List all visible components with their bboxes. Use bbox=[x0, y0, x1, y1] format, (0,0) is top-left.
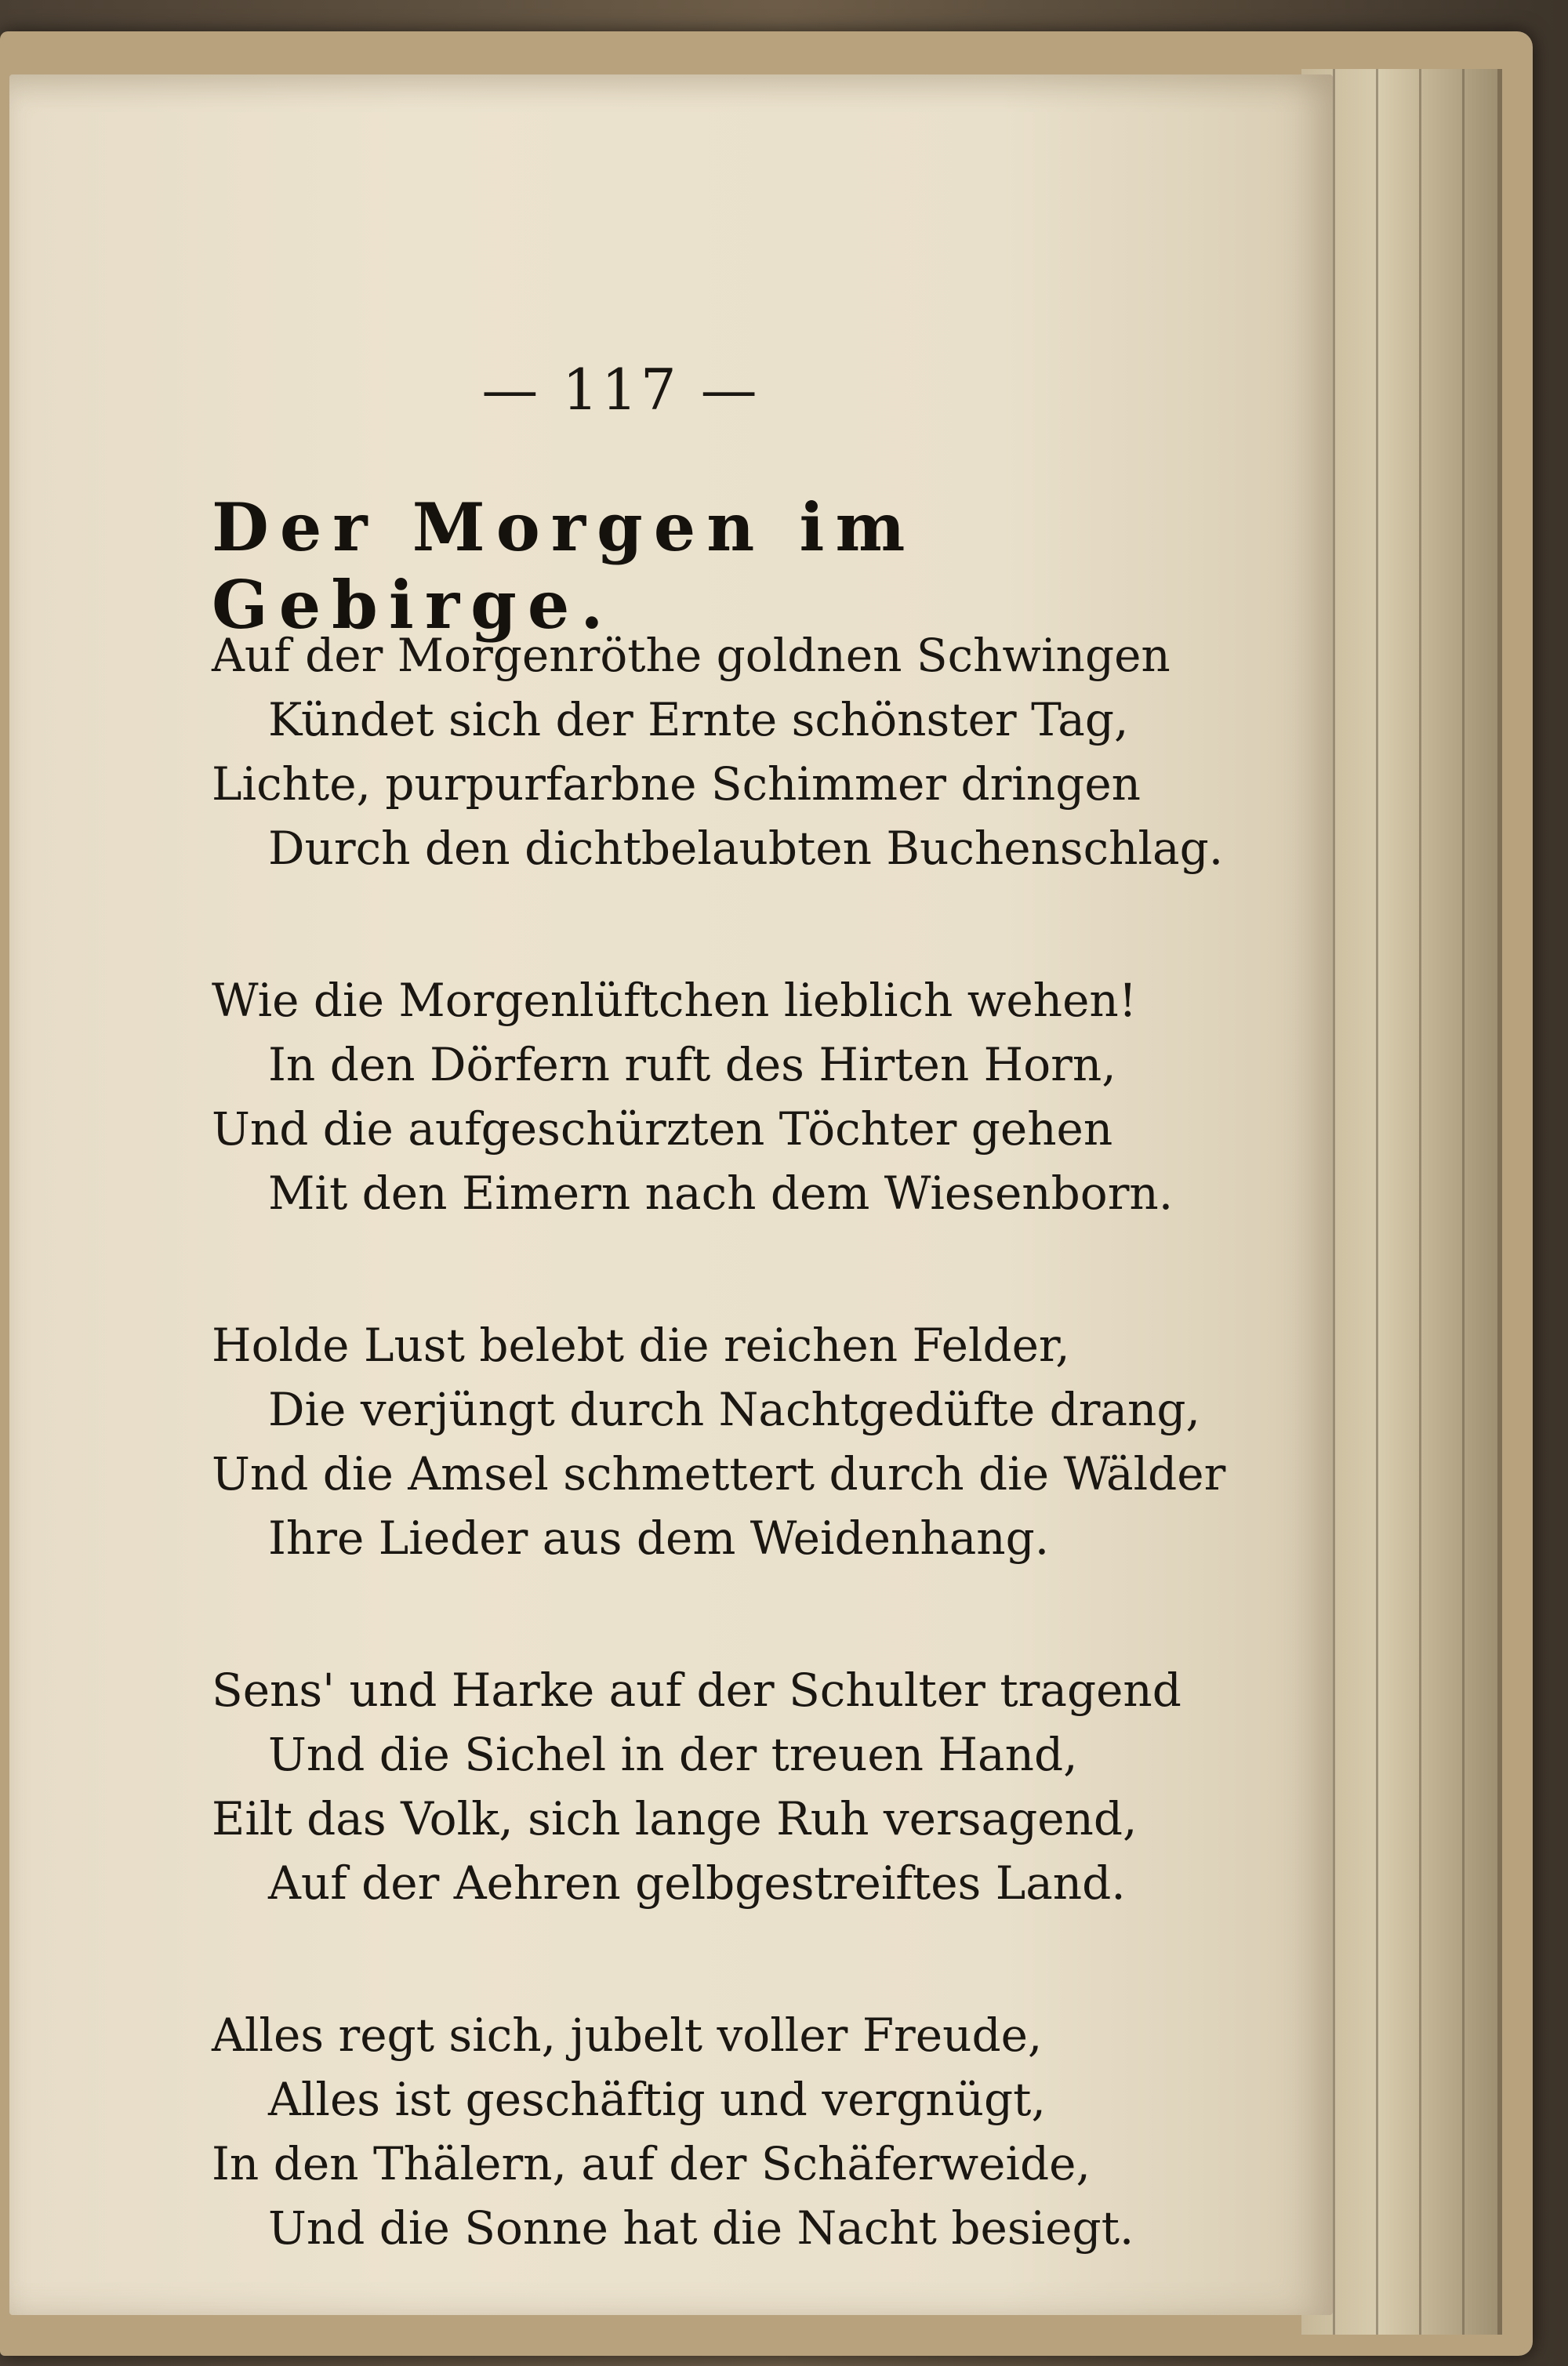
verse-line: Sens' und Harke auf der Schulter tragend bbox=[212, 1664, 1181, 1717]
stanza-2 bbox=[212, 968, 1200, 1225]
page-edge-line bbox=[1419, 69, 1421, 2335]
stanza-1 bbox=[212, 623, 1224, 880]
verse-line: Lichte, purpurfarbne Schimmer dringen bbox=[212, 757, 1142, 811]
verse-line: Kündet sich der Ernte schönster Tag, bbox=[268, 693, 1129, 746]
verse-line: Ihre Lieder aus dem Weidenhang. bbox=[268, 1511, 1050, 1565]
poem-body bbox=[212, 623, 1226, 2348]
verse-line: Auf der Aehren gelbgestreiftes Land. bbox=[268, 1856, 1126, 1910]
stanza-5 bbox=[212, 2003, 1200, 2260]
verse-line: Und die Amsel schmettert durch die Wälder bbox=[212, 1447, 1226, 1501]
verse-line: Durch den dichtbelaubten Buchenschlag. bbox=[268, 822, 1224, 875]
book-page bbox=[9, 74, 1333, 2315]
verse-line: Eilt das Volk, sich lange Ruh versagend, bbox=[212, 1792, 1138, 1845]
verse-line: In den Thälern, auf der Schäferweide, bbox=[212, 2137, 1091, 2190]
verse-line: Holde Lust belebt die reichen Felder, bbox=[212, 1319, 1070, 1372]
page-number: — 117 — bbox=[481, 357, 760, 423]
verse-line: Und die Sichel in der treuen Hand, bbox=[268, 1728, 1078, 1781]
verse-line: Wie die Morgenlüftchen lieblich wehen! bbox=[212, 974, 1138, 1027]
stanza-4 bbox=[212, 1658, 1200, 1915]
verse-line: Auf der Morgenröthe goldnen Schwingen bbox=[212, 629, 1171, 682]
page-edge-line bbox=[1376, 69, 1378, 2335]
verse-line: Die verjüngt durch Nachtgedüfte drang, bbox=[268, 1383, 1200, 1436]
verse-line: Und die aufgeschürzten Töchter gehen bbox=[212, 1102, 1113, 1156]
poem-title: Der Morgen im Gebirge. bbox=[212, 488, 916, 644]
verse-line: Alles regt sich, jubelt voller Freude, bbox=[212, 2009, 1043, 2062]
verse-line: Alles ist geschäftig und vergnügt, bbox=[268, 2073, 1046, 2126]
page-edge-line bbox=[1333, 69, 1335, 2335]
stanza-3 bbox=[212, 1313, 1226, 1570]
verse-line: Und die Sonne hat die Nacht besiegt. bbox=[268, 2201, 1134, 2255]
page-edge-line bbox=[1462, 69, 1465, 2335]
verse-line: Mit den Eimern nach dem Wiesenborn. bbox=[268, 1167, 1174, 1220]
verse-line: In den Dörfern ruft des Hirten Horn, bbox=[268, 1038, 1116, 1091]
